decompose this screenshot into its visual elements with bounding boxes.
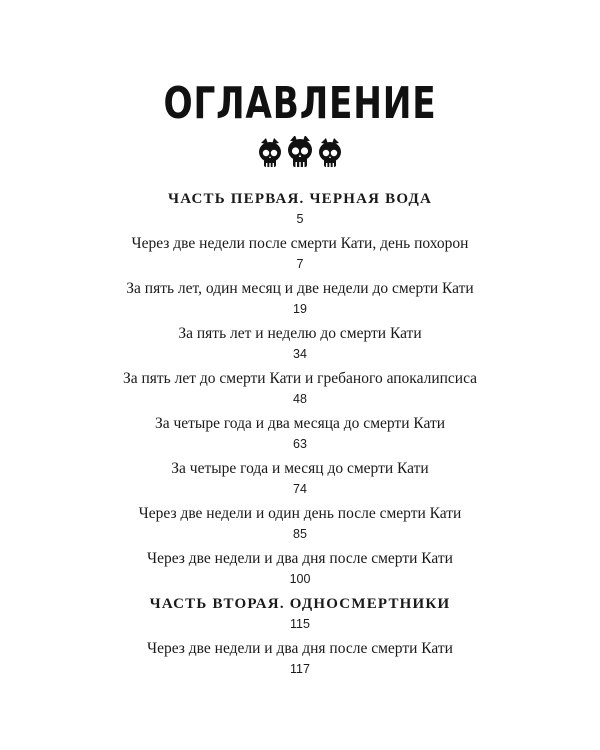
chapter-title: За пять лет, один месяц и две недели до смерти Кати [126, 280, 474, 297]
part-heading: ЧАСТЬ ВТОРАЯ. ОДНОСМЕРТНИКИ [149, 596, 451, 612]
toc-entry[interactable] [0, 413, 600, 458]
page-title: ОГЛАВЛЕНИЕ [163, 78, 437, 129]
chapter-title: Через две недели и один день после смерти Кати [138, 505, 462, 522]
toc-entry[interactable] [0, 323, 600, 368]
toc-entry[interactable] [0, 638, 600, 683]
toc-entry[interactable] [0, 233, 600, 278]
chapter-title: За пять лет до смерти Кати и гребаного апокалипсиса [122, 370, 478, 387]
page-number: 117 [290, 662, 310, 676]
toc-entry[interactable] [0, 503, 600, 548]
page-number: 115 [290, 617, 310, 631]
chapter-title: За пять лет и неделю до смерти Кати [178, 325, 422, 342]
toc-entry-part-one[interactable] [0, 188, 600, 233]
page-number: 19 [293, 302, 307, 316]
chapter-title: Через две недели и два дня после смерти Кати [147, 640, 453, 657]
chapter-title: Через две недели и два дня после смерти Кати [147, 550, 453, 567]
toc-entry-part-two[interactable] [0, 593, 600, 638]
page-number: 7 [296, 257, 304, 271]
page-number: 100 [289, 572, 311, 586]
page-number: 85 [293, 527, 307, 541]
chapter-title: Через две недели после смерти Кати, день похорон [131, 235, 469, 252]
page-number: 74 [293, 482, 307, 496]
page-number: 5 [296, 212, 304, 226]
page-number: 63 [293, 437, 307, 451]
page-number: 48 [293, 392, 307, 406]
toc-entry[interactable] [0, 458, 600, 503]
chapter-title: За четыре года и два месяца до смерти Кати [154, 415, 446, 432]
page-number: 34 [293, 347, 307, 361]
toc-entry[interactable] [0, 278, 600, 323]
toc-entry[interactable] [0, 548, 600, 593]
three-skulls-icon [250, 136, 350, 174]
part-heading: ЧАСТЬ ПЕРВАЯ. ЧЕРНАЯ ВОДА [168, 191, 432, 207]
toc-entry[interactable] [0, 368, 600, 413]
chapter-title: За четыре года и месяц до смерти Кати [171, 460, 429, 477]
table-of-contents [0, 188, 600, 683]
